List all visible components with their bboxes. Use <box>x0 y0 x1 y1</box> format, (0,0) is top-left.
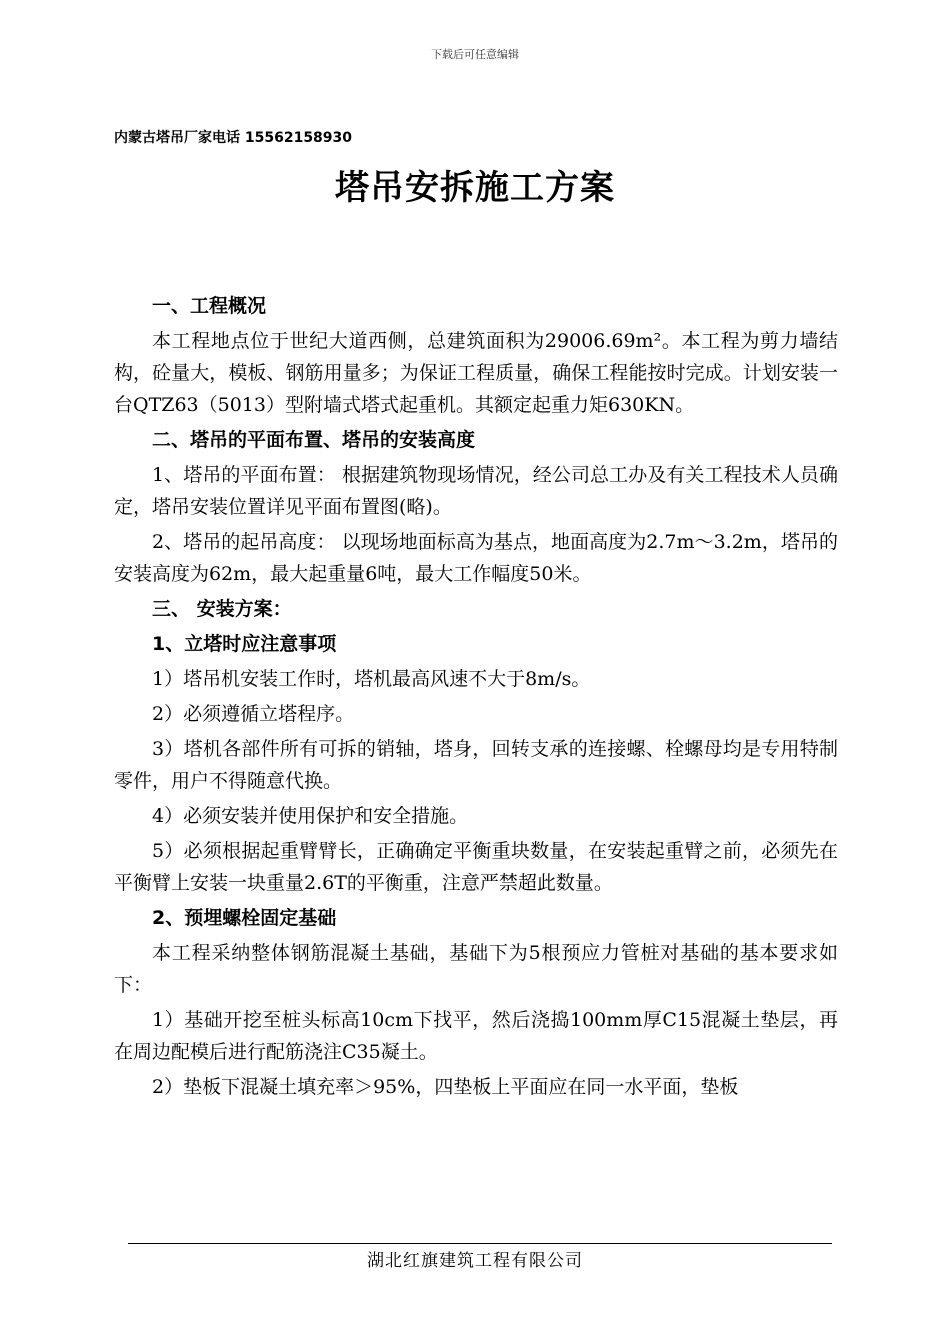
footer-company: 湖北红旗建筑工程有限公司 <box>367 1251 583 1271</box>
paragraph: 4）必须安装并使用保护和安全措施。 <box>152 805 469 827</box>
paragraph: 1）基础开挖至桩头标高10cm下找平，然后浇捣100mm厚C15混凝土垫层，再在周边配模后进行配筋浇注C35凝土。 <box>114 1009 838 1063</box>
paragraph: 本工程地点位于世纪大道西侧，总建筑面积为29006.69m²。本工程为剪力墙结构，砼量大，模板、钢筋用量多；为保证工程质量，确保工程能按时完成。计划安装一台QTZ63（5013）型附墙式塔式起重机。其额定起重力矩630KN。 <box>114 330 838 416</box>
document-body <box>114 290 838 1106</box>
paragraph: 5）必须根据起重臂臂长，正确确定平衡重块数量，在安装起重臂之前，必须先在平衡臂上安装一块重量2.6T的平衡重，注意严禁超此数量。 <box>114 840 838 894</box>
section-heading: 二、塔吊的平面布置、塔吊的安装高度 <box>152 429 476 451</box>
paragraph: 2）必须遵循立塔程序。 <box>152 703 355 725</box>
header-note: 下载后可任意编辑 <box>431 48 519 61</box>
subsection-heading: 1、立塔时应注意事项 <box>152 633 337 655</box>
paragraph: 1）塔吊机安装工作时，塔机最高风速不大于8m/s。 <box>152 668 591 690</box>
section-heading: 一、工程概况 <box>152 295 267 317</box>
subsection-heading: 2、预埋螺栓固定基础 <box>152 907 337 929</box>
paragraph: 2、塔吊的起吊高度： 以现场地面标高为基点，地面高度为2.7m～3.2m，塔吊的安装高度为62m，最大起重量6吨，最大工作幅度50米。 <box>114 531 838 585</box>
document-title: 塔吊安拆施工方案 <box>335 168 615 208</box>
paragraph: 1、塔吊的平面布置： 根据建筑物现场情况，经公司总工办及有关工程技术人员确定，塔吊安装位置详见平面布置图(略)。 <box>114 464 838 518</box>
paragraph: 3）塔机各部件所有可拆的销轴，塔身，回转支承的连接螺、栓螺母均是专用特制零件，用户不得随意代换。 <box>114 738 838 792</box>
paragraph: 2）垫板下混凝土填充率＞95%，四垫板上平面应在同一水平面，垫板 <box>152 1076 739 1098</box>
section-heading: 三、 安装方案： <box>152 598 292 620</box>
footer-divider <box>128 1243 832 1244</box>
contact-line: 内蒙古塔吊厂家电话 15562158930 <box>114 130 353 146</box>
paragraph: 本工程采纳整体钢筋混凝土基础，基础下为5根预应力管桩对基础的基本要求如下： <box>114 942 838 996</box>
